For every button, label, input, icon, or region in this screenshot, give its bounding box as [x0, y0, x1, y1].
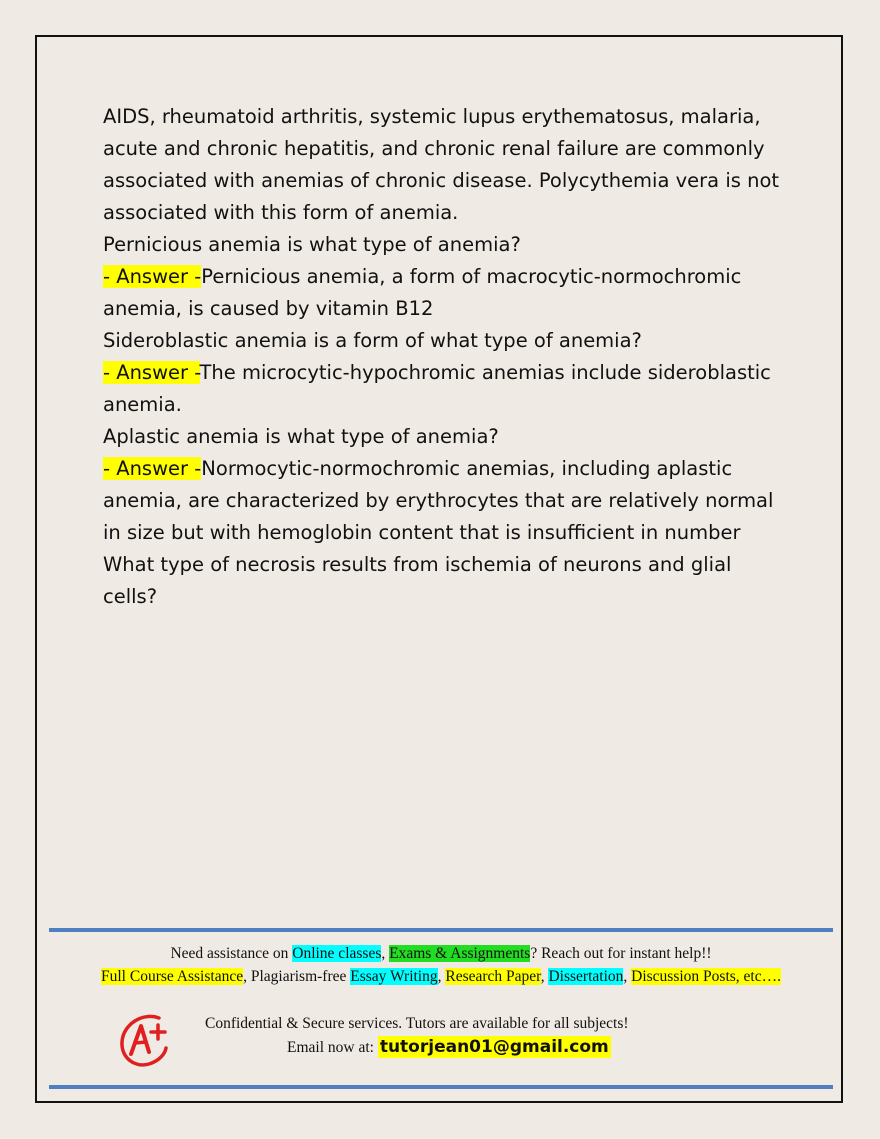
research-paper-link[interactable]: Research Paper: [445, 968, 541, 985]
intro-paragraph: AIDS, rheumatoid arthritis, systemic lupus erythematosus, malaria, acute and chronic hepatitis, and chronic renal failure are commonly associated with anemias of chronic disease. Polycythemia vera is not associated with this form of anemia.: [103, 105, 780, 224]
answer-body: The microcytic-hypochromic anemias include sideroblastic anemia.: [103, 361, 771, 416]
discussion-posts-link[interactable]: Discussion Posts, etc….: [631, 968, 781, 985]
essay-writing-link[interactable]: Essay Writing: [350, 968, 438, 985]
footer-text: , Plagiarism-free: [243, 968, 351, 985]
dissertation-link[interactable]: Dissertation: [548, 968, 624, 985]
qa-item: [103, 229, 783, 325]
online-classes-link[interactable]: Online classes: [292, 945, 382, 962]
answer-body: Normocytic-normochromic anemias, including aplastic anemia, are characterized by erythrocytes that are relatively normal in size but with hemoglobin content that is insufficient in number: [103, 457, 774, 544]
qa-item: [103, 421, 783, 549]
answer-label: - Answer -: [103, 265, 202, 288]
answer-text: [103, 453, 783, 549]
footer-assistance-line: [49, 945, 833, 963]
qa-item: [103, 325, 783, 421]
a-plus-grade-icon: [115, 1010, 175, 1070]
footer-email-line: [287, 1037, 611, 1057]
footer-text: ,: [437, 968, 446, 985]
email-label: Email now at:: [287, 1039, 378, 1056]
answer-body: Pernicious anemia, a form of macrocytic-normochromic anemia, is caused by vitamin B12: [103, 265, 742, 320]
footer-confidential-text: Confidential & Secure services. Tutors are available for all subjects!: [205, 1015, 629, 1032]
answer-label: - Answer -: [103, 457, 202, 480]
answer-label: - Answer -: [103, 361, 200, 384]
question-text: Pernicious anemia is what type of anemia?: [103, 233, 521, 256]
footer-bottom-rule: [49, 1085, 833, 1089]
question-text: Aplastic anemia is what type of anemia?: [103, 425, 499, 448]
last-question-text: What type of necrosis results from ischemia of neurons and glial cells?: [103, 553, 732, 608]
full-course-link[interactable]: Full Course Assistance: [101, 968, 244, 985]
document-body: [103, 101, 783, 613]
footer-text: ,: [540, 968, 549, 985]
footer-top-rule: [49, 928, 833, 932]
answer-text: [103, 357, 783, 421]
footer-text: ? Reach out for instant help!!: [530, 945, 712, 962]
footer-text: Need assistance on: [170, 945, 293, 962]
question-text: Sideroblastic anemia is a form of what type of anemia?: [103, 329, 642, 352]
footer-services-line: [49, 968, 833, 986]
exams-assignments-link[interactable]: Exams & Assignments: [389, 945, 531, 962]
email-address-link[interactable]: tutorjean01@gmail.com: [379, 1037, 609, 1057]
answer-text: [103, 261, 783, 325]
footer-text: ,: [381, 945, 390, 962]
footer-text: ,: [623, 968, 632, 985]
